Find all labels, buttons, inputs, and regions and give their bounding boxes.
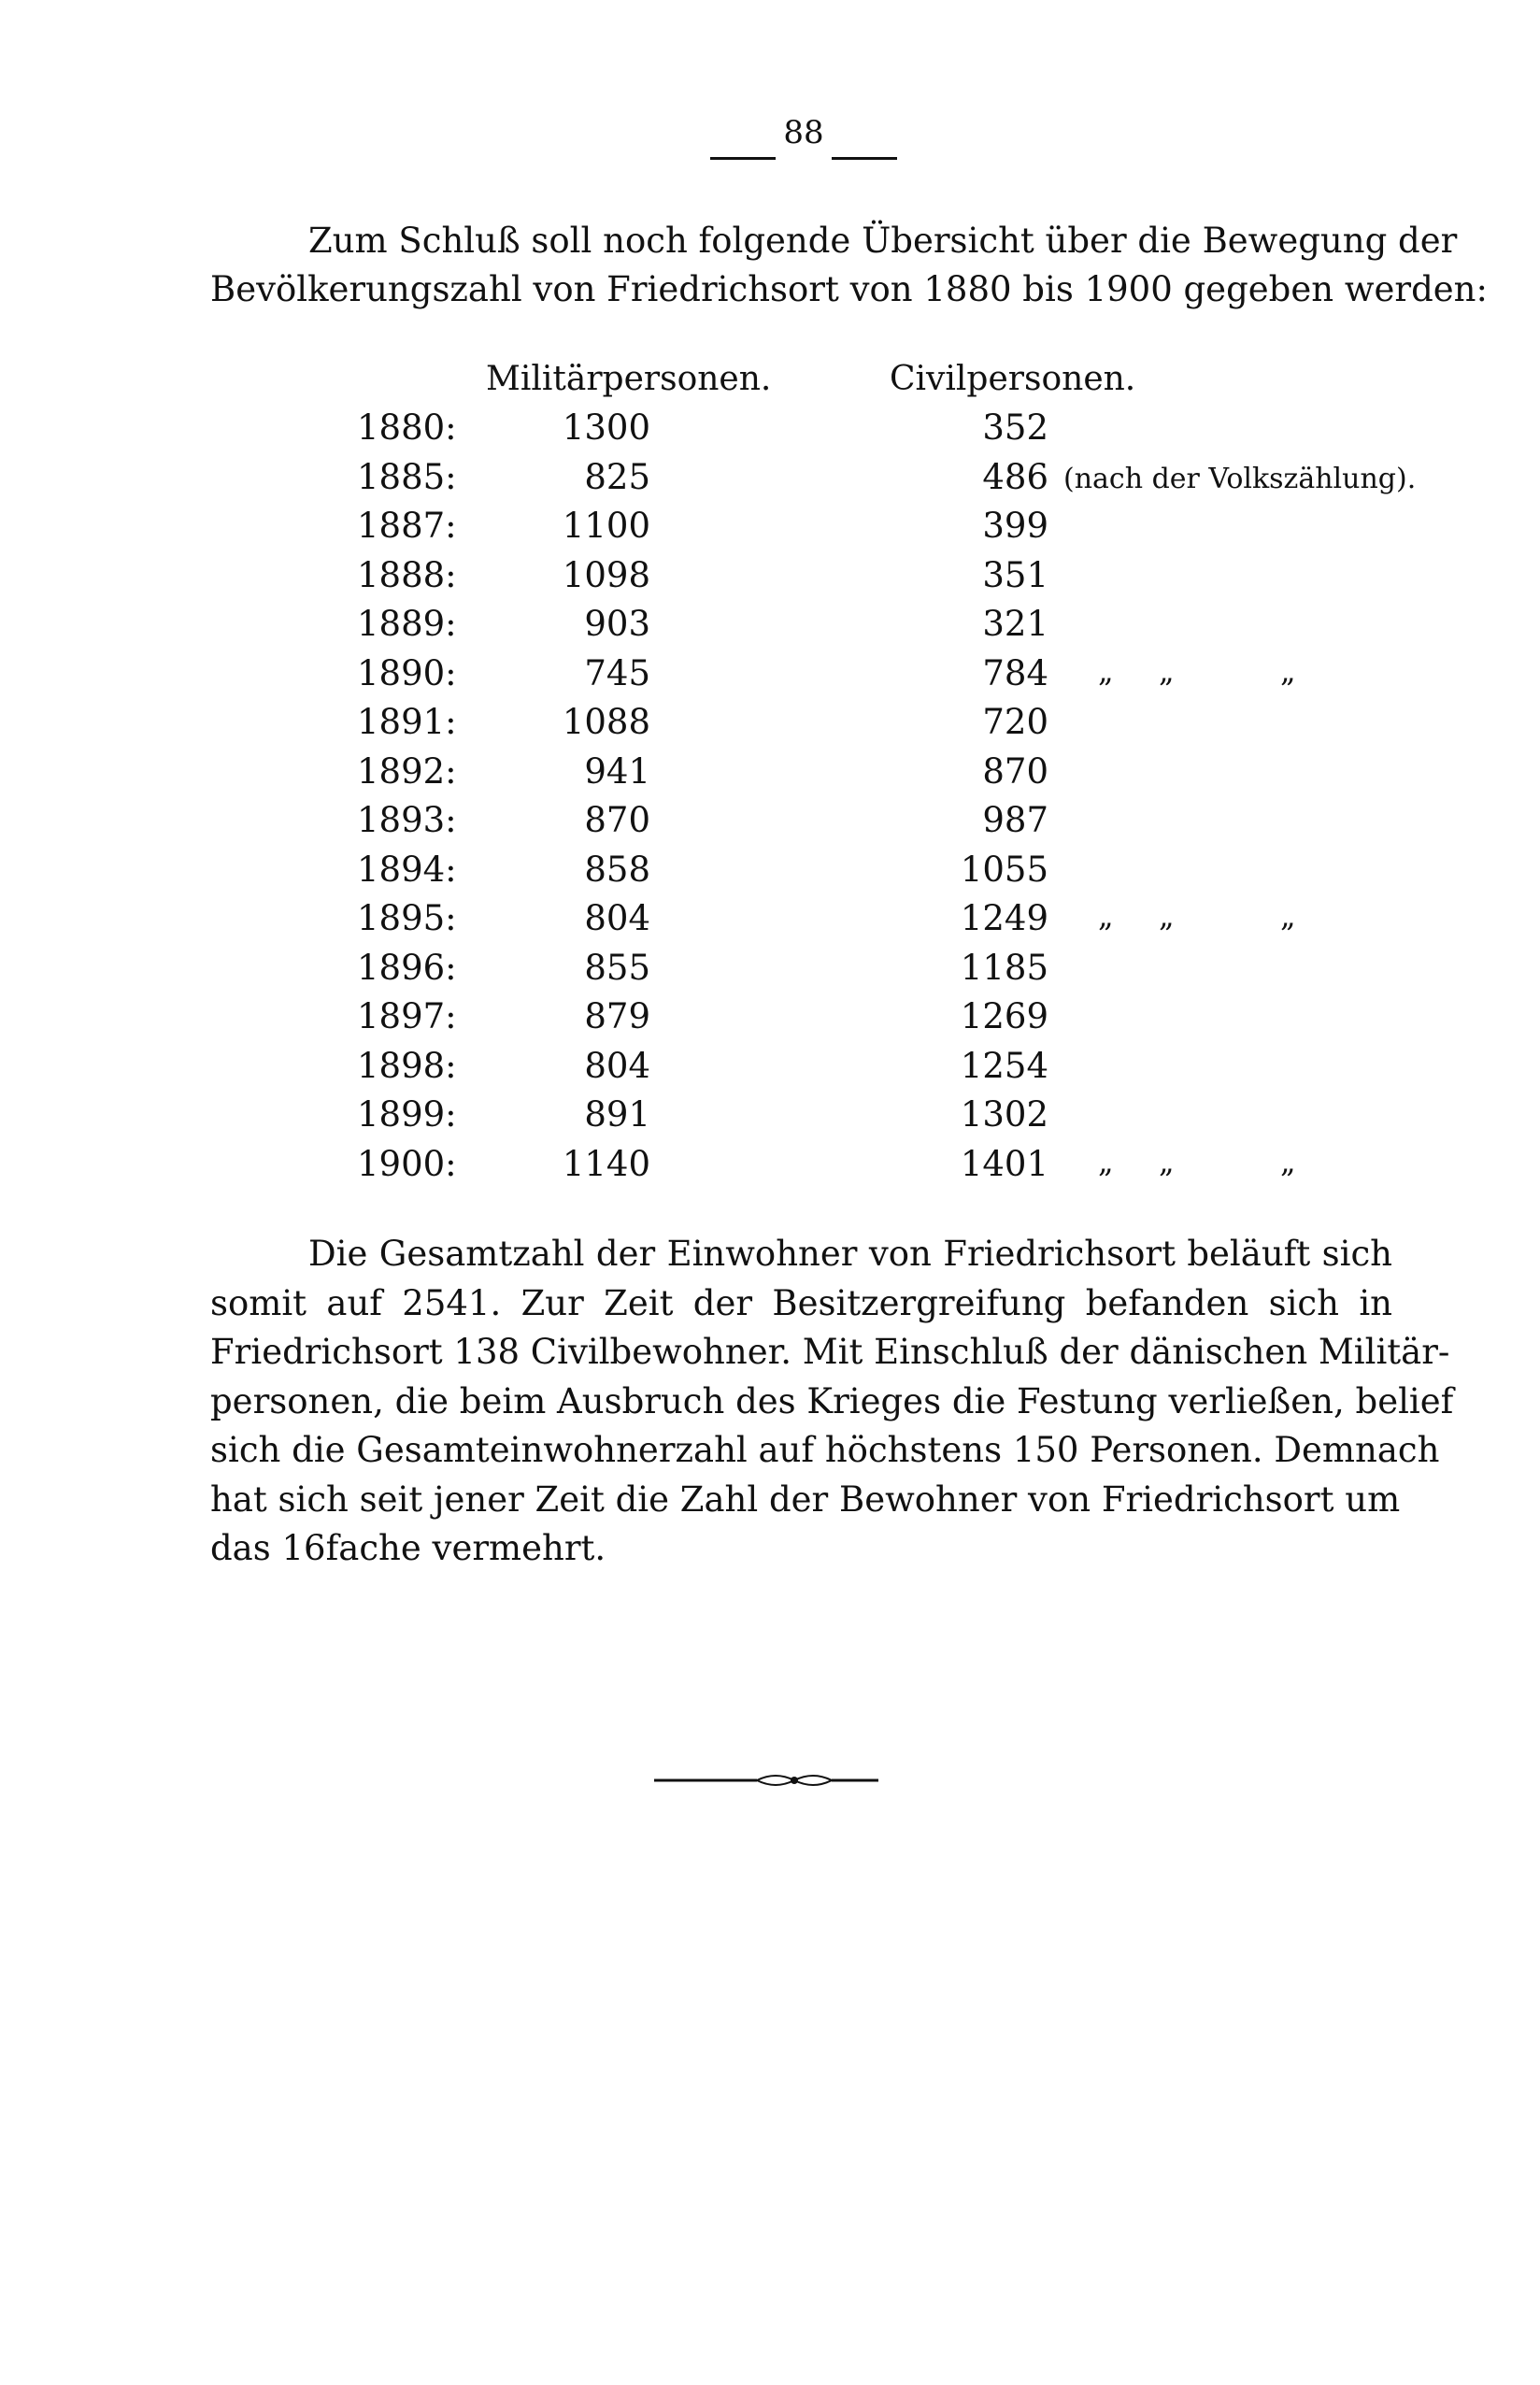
ditto-mark: „	[1280, 1143, 1296, 1179]
year-cell: 1887:	[357, 506, 457, 546]
civil-cell: 352	[982, 407, 1048, 448]
page-number-text: 88	[783, 114, 824, 151]
year-cell: 1899:	[357, 1094, 457, 1135]
ditto-mark: „	[1280, 652, 1296, 689]
year-cell: 1895:	[357, 898, 457, 938]
military-cell: 879	[584, 996, 650, 1036]
civil-cell: 486	[982, 456, 1048, 497]
civil-cell: 1254	[960, 1045, 1048, 1086]
military-cell: 855	[584, 947, 650, 988]
military-cell: 1100	[562, 506, 650, 546]
military-cell: 804	[584, 898, 650, 938]
military-cell: 858	[584, 849, 650, 890]
military-cell: 1300	[562, 407, 650, 448]
table-row	[0, 407, 1540, 456]
civil-cell: 1269	[960, 996, 1048, 1036]
year-cell: 1880:	[357, 407, 457, 448]
table-row	[0, 506, 1540, 554]
page-number-rule-left	[710, 157, 776, 160]
table-row	[0, 996, 1540, 1045]
table-row	[0, 457, 1540, 506]
paragraph-line: Friedrichsort 138 Civilbewohner. Mit Einschluß der dänischen Militär-	[210, 1332, 1450, 1372]
header-civil: Civilpersonen.	[890, 360, 1136, 398]
year-cell: 1900:	[357, 1143, 457, 1184]
year-cell: 1891:	[357, 702, 457, 742]
year-cell: 1896:	[357, 947, 457, 988]
civil-cell: 1401	[960, 1143, 1048, 1184]
civil-cell: 1185	[960, 947, 1048, 988]
table-row	[0, 653, 1540, 702]
ditto-mark: „	[1280, 898, 1296, 934]
intro-line: Bevölkerungszahl von Friedrichsort von 1880 bis 1900 gegeben werden:	[210, 269, 1488, 309]
ditto-mark: „	[1098, 898, 1114, 934]
military-cell: 903	[584, 604, 650, 644]
header-military: Militärpersonen.	[486, 360, 772, 398]
ditto-mark: „	[1098, 652, 1114, 689]
ditto-mark: „	[1159, 898, 1175, 934]
civil-cell: 720	[982, 702, 1048, 742]
intro-line: Zum Schluß soll noch folgende Übersicht über die Bewegung der	[308, 221, 1458, 261]
year-cell: 1888:	[357, 554, 457, 595]
ditto-mark: „	[1098, 1143, 1114, 1179]
paragraph-line: somit auf 2541. Zur Zeit der Besitzergreifung befanden sich in	[210, 1282, 1392, 1323]
civil-cell: 1249	[960, 898, 1048, 938]
note-cell: (nach der Volkszählung).	[1063, 462, 1417, 495]
table-row	[0, 850, 1540, 898]
page-number	[710, 114, 897, 151]
military-cell: 1088	[562, 702, 650, 742]
year-cell: 1893:	[357, 800, 457, 840]
table-row	[0, 948, 1540, 996]
year-cell: 1892:	[357, 750, 457, 792]
military-cell: 825	[584, 456, 650, 497]
table-row	[0, 702, 1540, 750]
civil-cell: 399	[982, 506, 1048, 546]
ditto-mark: „	[1159, 1143, 1175, 1179]
year-cell: 1898:	[357, 1045, 457, 1086]
year-cell: 1889:	[357, 604, 457, 644]
civil-cell: 870	[982, 750, 1048, 792]
military-cell: 870	[584, 800, 650, 840]
civil-cell: 321	[982, 604, 1048, 644]
year-cell: 1890:	[357, 652, 457, 693]
paragraph-line: das 16fache vermehrt.	[210, 1528, 606, 1568]
paragraph-line: hat sich seit jener Zeit die Zahl der Bewohner von Friedrichsort um	[210, 1478, 1401, 1520]
civil-cell: 351	[982, 554, 1048, 595]
military-cell: 941	[584, 750, 650, 792]
table-row	[0, 604, 1540, 652]
table-row	[0, 800, 1540, 849]
table-row	[0, 898, 1540, 947]
ornament-divider	[654, 1766, 934, 1794]
table-row	[0, 1144, 1540, 1192]
table-row	[0, 555, 1540, 604]
military-cell: 1098	[562, 554, 650, 595]
table-row	[0, 751, 1540, 800]
military-cell: 745	[584, 652, 650, 693]
year-cell: 1885:	[357, 456, 457, 497]
civil-cell: 784	[982, 652, 1048, 693]
ditto-mark: „	[1159, 652, 1175, 689]
paragraph-line: sich die Gesamteinwohnerzahl auf höchstens 150 Personen. Demnach	[210, 1430, 1440, 1470]
page-number-rule-right	[832, 157, 897, 160]
military-cell: 804	[584, 1045, 650, 1086]
paragraph-line: Die Gesamtzahl der Einwohner von Friedrichsort beläuft sich	[308, 1234, 1392, 1274]
civil-cell: 1302	[960, 1094, 1048, 1135]
year-cell: 1894:	[357, 849, 457, 890]
year-cell: 1897:	[357, 996, 457, 1036]
military-cell: 891	[584, 1094, 650, 1135]
civil-cell: 987	[982, 800, 1048, 840]
table-row	[0, 1046, 1540, 1094]
paragraph-line: personen, die beim Ausbruch des Krieges die Festung verließen, belief	[210, 1380, 1454, 1421]
civil-cell: 1055	[960, 849, 1048, 890]
military-cell: 1140	[562, 1143, 650, 1184]
table-row	[0, 1094, 1540, 1143]
